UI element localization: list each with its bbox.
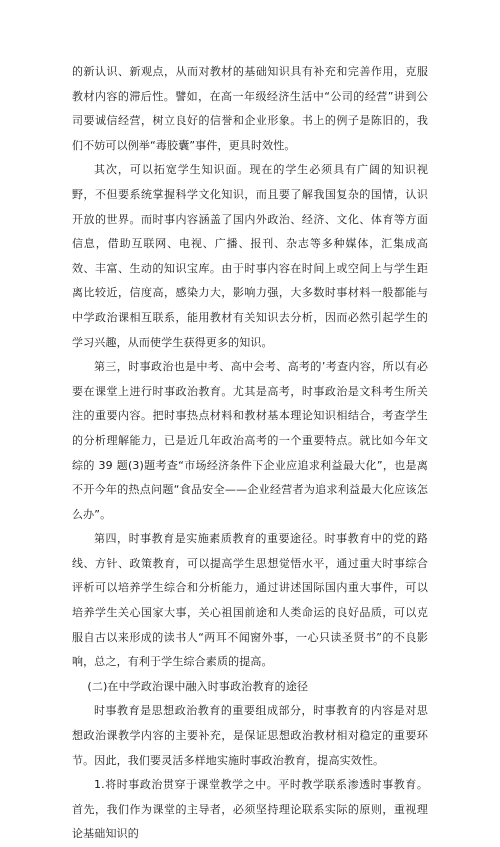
paragraph-second-point: 其次，可以拓宽学生知识面。现在的学生必须具有广阔的知识视野，不但要系统掌握科学文化知识，而且要了解我国复杂的国情，认识开放的世界。而时事内容涵盖了国内外政治、经济、文化、体育等方面信息，借助互联网、电视、广播、报刊、杂志等多种媒体，汇集成高效、丰富、生动的知识宝库。由于时事内容在时间上或空间上与学生距离比较近，信度高，感染力大，影响力强，大多数时事材料一般都能与中学政治课相互联系，能用教材有关知识去分析，因而必然引起学生的学习兴趣，从而使学生获得更多的知识。 [72, 163, 428, 349]
paragraph-continuation: 的新认识、新观点，从而对教材的基础知识具有补充和完善作用，克服教材内容的滞后性。譬如，在高一年级经济生活中“公司的经营”讲到公司要诚信经营，树立良好的信誉和企业形象。书上的例子是陈旧的，我们不妨可以例举“毒胶囊”事件，更具时效性。 [72, 65, 428, 152]
paragraph-third-point: 第三，时事政治也是中考、高中会考、高考的’考查内容，所以有必要在课堂上进行时事政治教育。尤其是高考，时事政治是文科考生所关注的重要内容。把时事热点材料和教材基本理论知识相结合，考查学生的分析理解能力，已是近几年政治高考的一个重要特点。就比如今年文综的 39 题(3)题考查“市场经济条件下企业应追求利益最大化”，也是离不开今年的热点问题“食品安全——企业经营者为追求利益最大化应该怎么办”。 [72, 360, 428, 521]
paragraph-fourth-point: 第四，时事教育是实施素质教育的重要途径。时事教育中的党的路线、方针、政策教育，可以提高学生思想觉悟水平，通过重大时事综合评析可以培养学生综合和分析能力，通过讲述国际国内重大事件，可以培养学生关心国家大事，关心祖国前途和人类命运的良好品质，可以克服自古以来形成的读书人“两耳不闻窗外事，一心只读圣贤书”的不良影响，总之，有利于学生综合素质的提高。 [72, 532, 428, 669]
paragraph-method-one: 1.将时事政治贯穿于课堂教学之中。平时教学联系渗透时事教育。首先，我们作为课堂的主导者，必须坚持理论联系实际的原则，重视理论基础知识的 [72, 778, 428, 841]
section-heading: (二)在中学政治课中融入时事政治教育的途径 [87, 679, 309, 693]
paragraph-section-intro: 时事教育是思想政治教育的重要组成部分，时事教育的内容是对思想政治课教学内容的主要补充，是保证思想政治教材相对稳定的重要环节。因此，我们要灵活多样地实施时事政治教育，提高实效性。 [72, 704, 428, 767]
